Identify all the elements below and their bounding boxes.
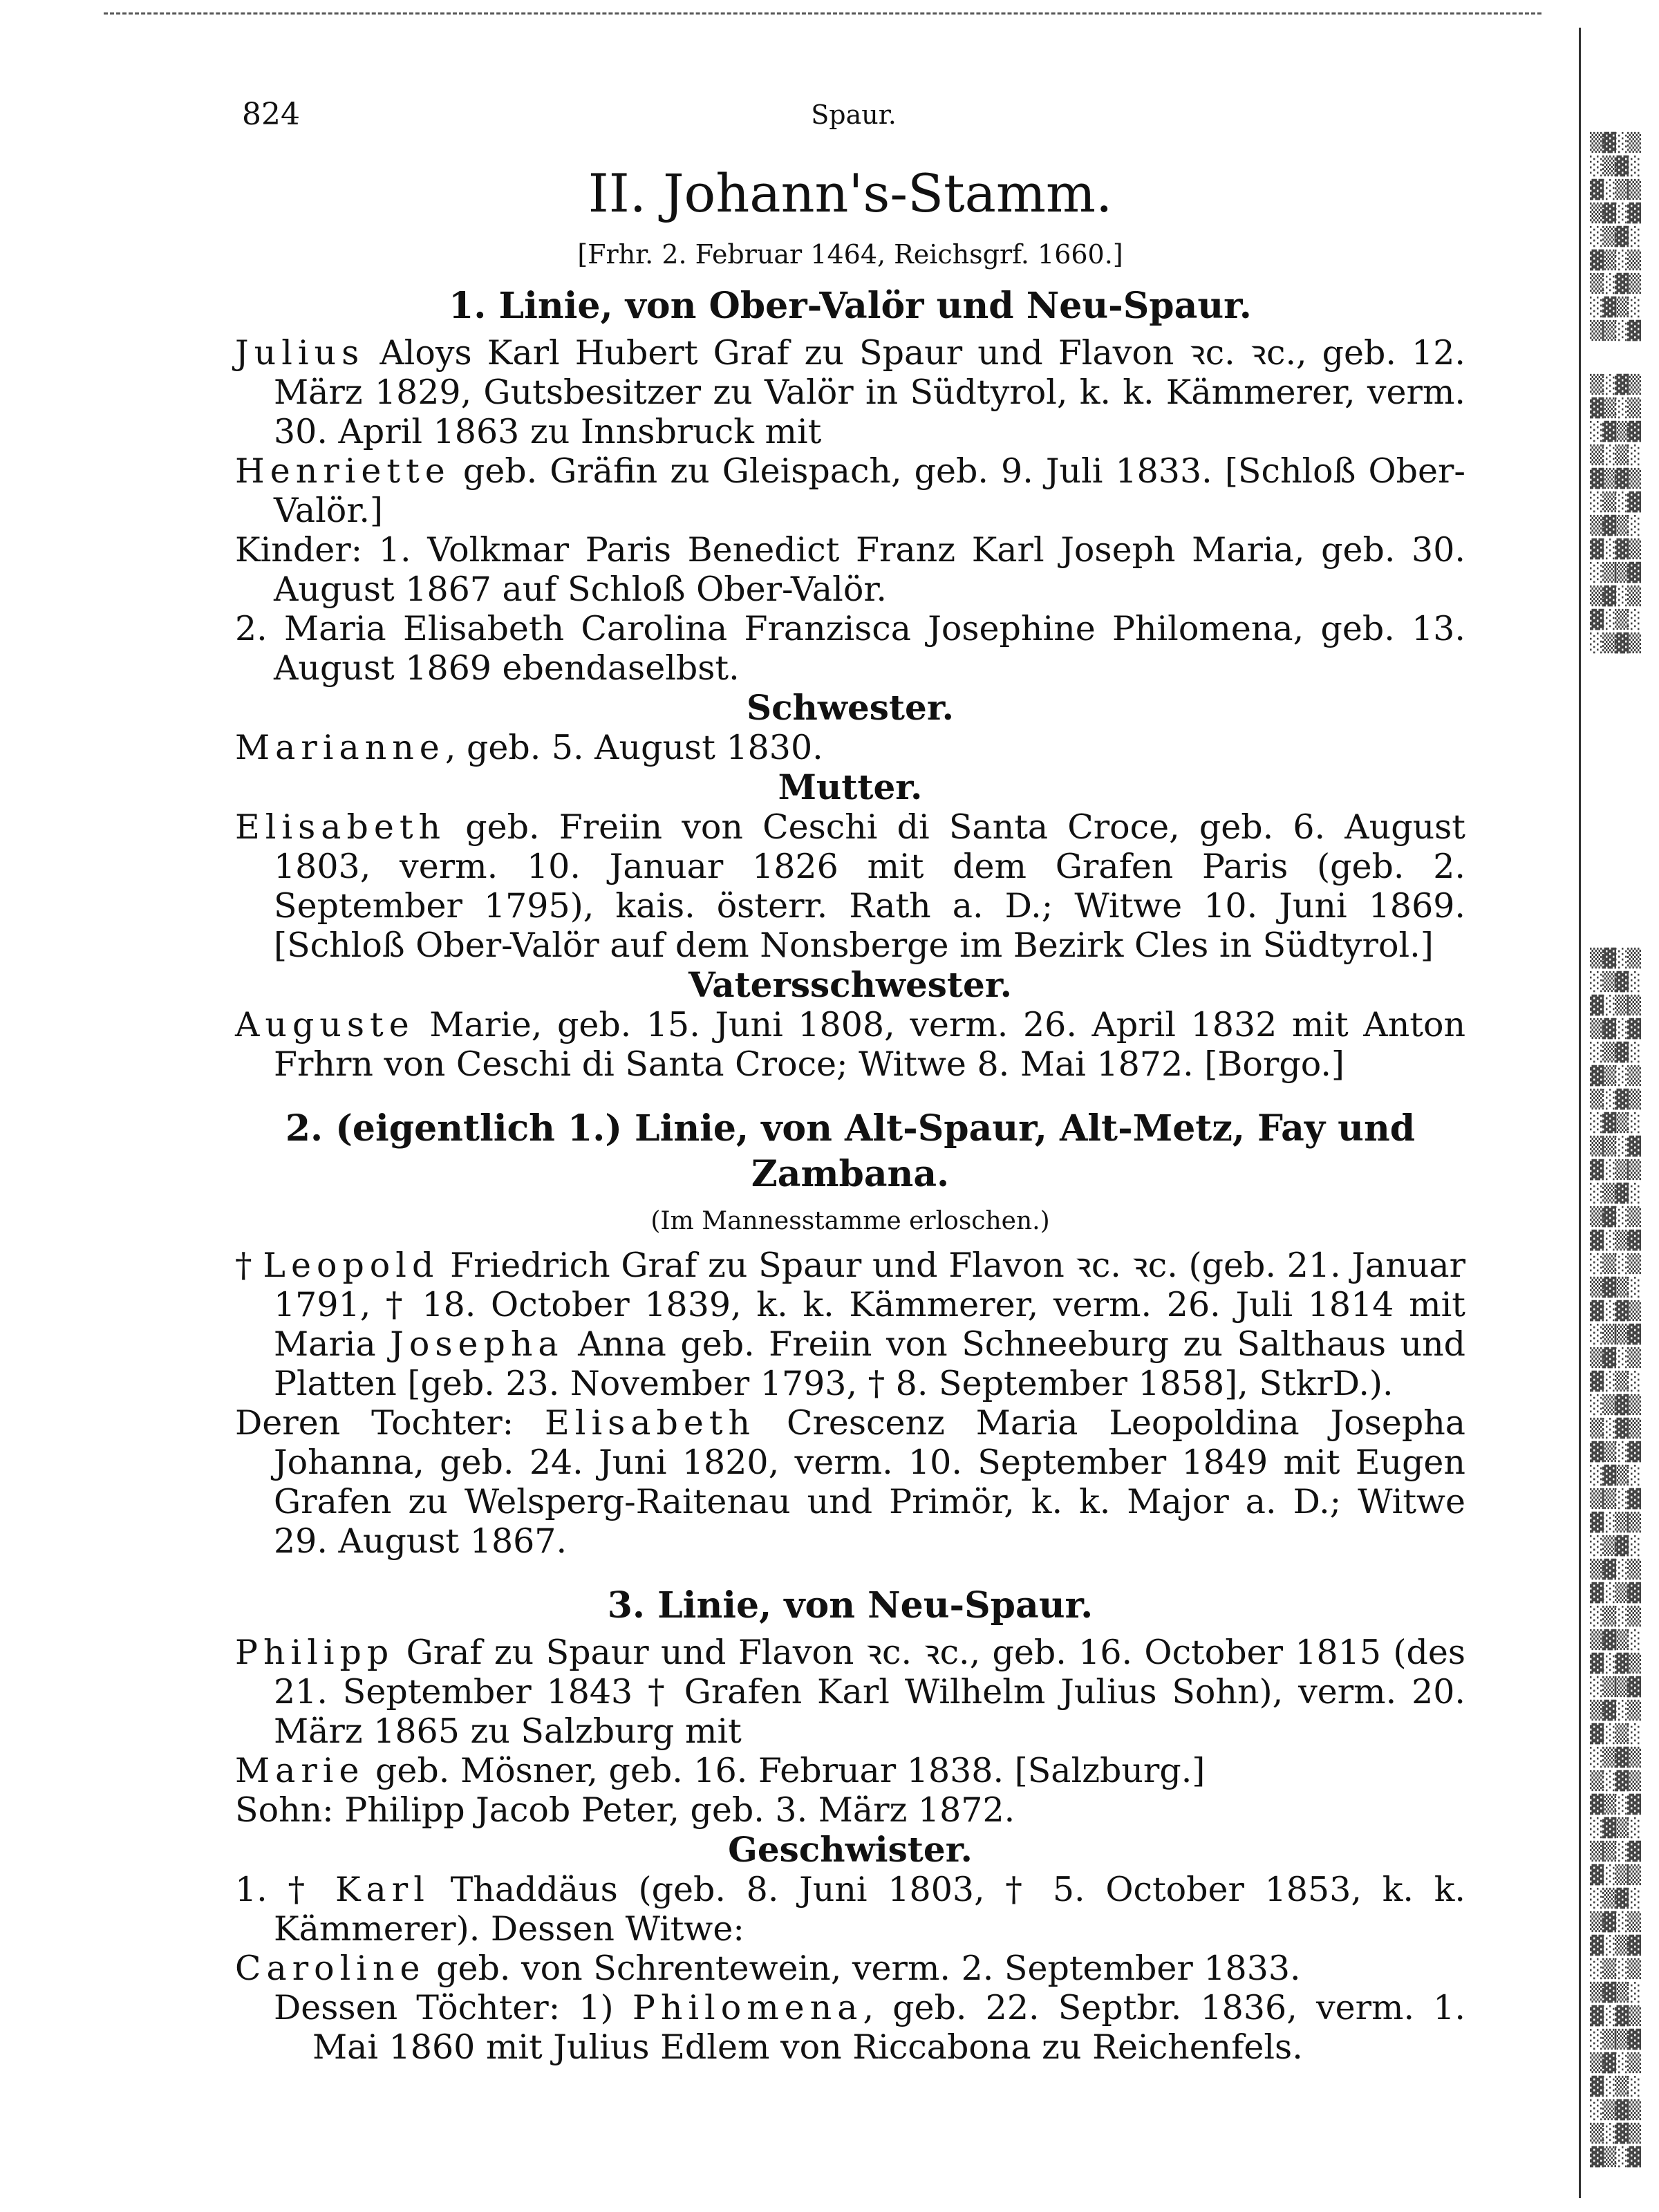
entry-text: 1) bbox=[560, 1988, 632, 2027]
stem-subtitle: [Frhr. 2. Februar 1464, Reichsgrf. 1660.] bbox=[577, 239, 1123, 270]
entry-text: 1. Volkmar Paris Benedict Franz Karl Joseph Maria, geb. 30. August 1867 auf Schloß Ober-Valör. bbox=[274, 530, 1465, 609]
entry-text: Philipp Jacob Peter, geb. 3. März 1872. bbox=[333, 1790, 1015, 1830]
person-name: Auguste bbox=[235, 1005, 415, 1044]
entry-text: Crescenz Maria Leopoldina Josepha Johanna, geb. 24. Juni 1820, verm. 10. September 1849 mit Eugen Grafen zu Welsperg-Raitenau und Primör, k. k. Major a. D.; Witwe 29. August 1867. bbox=[274, 1403, 1466, 1561]
entry-text: Thaddäus (geb. 8. Juni 1803, † 5. October 1853, k. k. Kämmerer). Dessen Witwe: bbox=[274, 1870, 1466, 1949]
genealogy-entry bbox=[235, 1751, 1465, 1790]
genealogy-entry bbox=[235, 530, 1465, 609]
line-2-title: 2. (eigentlich 1.) Linie, von Alt-Spaur, Alt-Metz, Fay und Zambana. bbox=[285, 1107, 1416, 1195]
genealogy-entry bbox=[235, 1790, 1465, 1830]
entry-text: , geb. 5. August 1830. bbox=[444, 728, 823, 767]
cross-mark: † bbox=[235, 1246, 263, 1285]
line-3-title: 3. Linie, von Neu-Spaur. bbox=[607, 1584, 1094, 1627]
entry-prefix: 1. † bbox=[235, 1870, 335, 1909]
genealogy-entry bbox=[235, 1870, 1465, 1949]
person-name: Philomena bbox=[632, 1988, 863, 2027]
person-name: Marie bbox=[235, 1751, 365, 1790]
genealogy-entry bbox=[235, 807, 1465, 965]
page-header bbox=[242, 97, 1465, 138]
genealogy-entry bbox=[235, 1403, 1465, 1561]
entry-label: Kinder: bbox=[235, 530, 363, 570]
person-name: Julius bbox=[235, 333, 365, 373]
genealogy-entry bbox=[235, 1633, 1465, 1751]
genealogy-entry bbox=[235, 1246, 1465, 1403]
entry-text: Graf zu Spaur und Flavon ꝛc. ꝛc., geb. 16. October 1815 (des 21. September 1843 † Grafen Karl Wilhelm Julius Sohn), verm. 20. März 1865 zu Salzburg mit bbox=[274, 1633, 1465, 1751]
entry-text: geb. Freiin von Ceschi di Santa Croce, geb. 6. August 1803, verm. 10. Januar 1826 mit dem Grafen Paris (geb. 2. September 1795), kais. österr. Rath a. D.; Witwe 10. Juni 1869. [Schloß Ober-Valör auf dem Nonsberge im Bezirk Cles in Südtyrol.] bbox=[274, 807, 1465, 965]
adjacent-page-bleed: ▒▓░▒ ░▒▓░ ▓░▒▒ ▒▓░▓ ░▒▓░ ▓▒░▒ ▒░▓▒ ░▓▒░ ▒▒░▓ ▓░▒▒ ░▒▓░ ▒▓░▒ ▓░▒▓ ░▒░▒ ▒▓▒░ ▓░▓▒ ░▒▒▓ ▒▓░▒ ▓░▒░ ░▒▓▒ ▒░▓▒ ▓▒░▓ ░▓▒░ ▒▒░▓ ▓░▒▒ ░▒▓░ ▒▓░▒ ▓░▒▓ ░▒░▒ ▒▓▒░ ▓░▓▒ ░▒▒▓ ▒▓░▒ ▓░▒░ ░▒▓▒ ▒░▓▒ ▓▒░▓ ░▓▒░ ▒▒░▓ ▓░▒▒ ░▒▓░ ▒▓░▒ ▓░▒▓ ░▒░▒ ▒▓▒░ ▓░▓▒ ░▒▒▓ ▒▓░▒ ▓░▒░ ░▒▓▒ ▒░▓▒ ▓▒░▓ bbox=[1590, 948, 1640, 2168]
person-name: Caroline bbox=[235, 1949, 426, 1988]
section-heading: Vatersschwester. bbox=[688, 964, 1013, 1005]
page-number: 824 bbox=[242, 97, 300, 132]
page-body bbox=[235, 159, 1465, 2067]
person-name: Elisabeth bbox=[235, 807, 447, 847]
page-top-edge bbox=[104, 12, 1541, 15]
page-gutter bbox=[1579, 28, 1581, 2198]
genealogy-entry bbox=[235, 728, 1465, 767]
genealogy-entry bbox=[235, 1988, 1465, 2067]
genealogy-entry bbox=[235, 451, 1465, 530]
entry-text: geb. Gräfin zu Gleispach, geb. 9. Juli 1833. [Schloß Ober-Valör.] bbox=[274, 451, 1465, 530]
person-name: Marianne bbox=[235, 728, 445, 767]
genealogy-entry bbox=[235, 1005, 1465, 1084]
person-name: Henriette bbox=[235, 451, 451, 491]
section-heading: Mutter. bbox=[778, 767, 923, 807]
extinct-note: (Im Mannesstamme erloschen.) bbox=[650, 1207, 1050, 1235]
person-name: Leopold bbox=[263, 1246, 440, 1285]
running-head: Spaur. bbox=[811, 100, 897, 130]
entry-text: geb. von Schrentewein, verm. 2. September 1833. bbox=[425, 1949, 1301, 1988]
entry-label: Deren Tochter: bbox=[235, 1403, 514, 1443]
entry-label: Dessen Töchter: bbox=[274, 1988, 561, 2027]
person-name: Elisabeth bbox=[545, 1403, 756, 1443]
entry-text: Anna geb. Freiin von Schneeburg zu Salthaus und Platten [geb. 23. November 1793, † 8. September 1858], StkrD.). bbox=[274, 1324, 1465, 1403]
adjacent-page-bleed: ▒░▓▒ ▓▒░▒ ░▓▒▓ ▒░▒░ ▓▒▓▒ ░▒░▓ ▒▓▒░ ▓░▓▒ ░▒▒▓ ▒▓░▒ ▓░▒░ ░▒▓▒ bbox=[1590, 375, 1640, 654]
entry-label: Sohn: bbox=[235, 1790, 334, 1830]
genealogy-entry bbox=[235, 1949, 1465, 1988]
section-heading: Geschwister. bbox=[728, 1829, 973, 1870]
entry-text: Aloys Karl Hubert Graf zu Spaur und Flavon ꝛc. ꝛc., geb. 12. März 1829, Gutsbesitzer zu Valör in Südtyrol, k. k. Kämmerer, verm. 30. April 1863 zu Innsbruck mit bbox=[274, 333, 1465, 451]
entry-text: Friedrich Graf zu Spaur und Flavon ꝛc. ꝛc. (geb. 21. Januar 1791, † 18. October 1839, k. k. Kämmerer, verm. 26. Juli 1814 mit Maria bbox=[274, 1246, 1465, 1364]
stem-title: II. Johann's-Stamm. bbox=[588, 162, 1113, 224]
line-1-title: 1. Linie, von Ober-Valör und Neu-Spaur. bbox=[449, 285, 1252, 327]
adjacent-page-bleed: ▒▓░▒ ░▒▓░ ▓░▒▒ ▒▓░▓ ░▒▓░ ▓▒░▒ ▒░▓▒ ░▓▒░ ▒▒░▓ bbox=[1590, 133, 1640, 341]
entry-text: geb. Mösner, geb. 16. Februar 1838. [Salzburg.] bbox=[364, 1751, 1206, 1790]
entry-text: , geb. 22. Septbr. 1836, verm. 1. Mai 1860 mit Julius Edlem von Riccabona zu Reichenfels. bbox=[312, 1988, 1466, 2067]
genealogy-entry bbox=[235, 609, 1465, 688]
genealogy-entry bbox=[235, 333, 1465, 451]
section-heading: Schwester. bbox=[747, 687, 954, 728]
person-name: Philipp bbox=[235, 1633, 395, 1672]
person-name: Josepha bbox=[390, 1324, 564, 1364]
entry-text: Marie, geb. 15. Juni 1808, verm. 26. April 1832 mit Anton Frhrn von Ceschi di Santa Croce; Witwe 8. Mai 1872. [Borgo.] bbox=[274, 1005, 1465, 1084]
person-name: Karl bbox=[335, 1870, 430, 1909]
entry-text: 2. Maria Elisabeth Carolina Franzisca Josephine Philomena, geb. 13. August 1869 ebendaselbst. bbox=[235, 609, 1465, 688]
